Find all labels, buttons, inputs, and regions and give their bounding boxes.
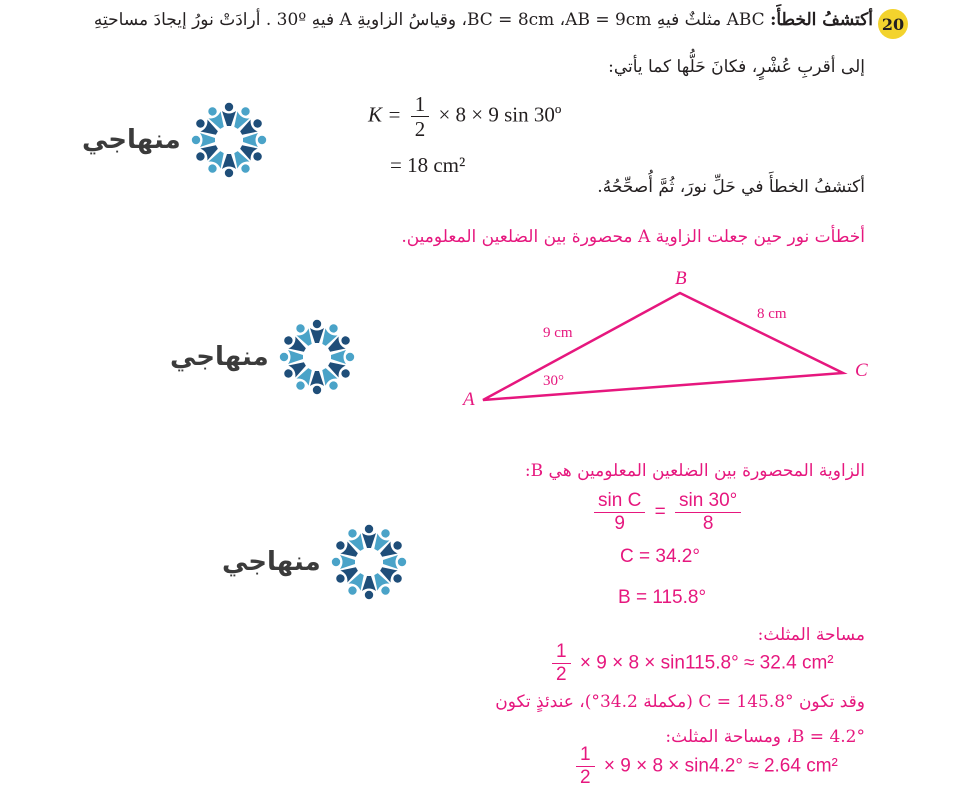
equation-1 (368, 92, 561, 141)
sine-rule-equals: = (654, 501, 666, 523)
question-statement: ABC مثلثٌ فيهِ BC = 8cm ،AB = 9cm، وقياسُ الزاويةِ A فيهِ 30º . أرادَتْ نورُ إيجادَ مساحتِهِ (93, 10, 765, 30)
alt-case-text: وقد تكون C = 145.8° (مكملة 34.2°)، عندئذٍ تكون (495, 692, 865, 712)
area-1-den: 2 (556, 663, 567, 685)
people-circle-icon (329, 522, 409, 602)
area-2-fraction (576, 744, 595, 789)
sine-rule-left (594, 490, 645, 535)
sine-rule-right-num: sin 30° (675, 490, 741, 513)
logo-person-figure (383, 555, 406, 569)
side-ab-label: 9 cm (543, 325, 573, 341)
sine-rule-left-num: sin C (594, 490, 645, 513)
area-1 (548, 641, 834, 686)
watermark-text: منهاجي (222, 547, 321, 577)
question-number-badge: 20 (878, 9, 908, 39)
question-title: أكتشفُ الخطأَ: (770, 10, 873, 30)
included-angle-text: الزاوية المحصورة بين الضلعين المعلومين هي B: (524, 461, 865, 481)
sine-rule-right-den: 8 (702, 512, 714, 534)
logo-person-figure (243, 133, 266, 147)
logo-person-figure (191, 133, 214, 147)
vertex-c-label: C (855, 360, 868, 381)
area-label: مساحة المثلث: (757, 625, 865, 645)
logo-person-figure (279, 350, 302, 364)
area-1-num: 1 (552, 641, 571, 664)
c-value: C = 34.2° (620, 546, 700, 567)
vertex-a-label: A (463, 389, 475, 410)
watermark-logo-1 (82, 100, 269, 180)
people-circle-icon (189, 100, 269, 180)
logo-person-figure (222, 103, 236, 126)
logo-person-figure (222, 154, 236, 177)
b-value: B = 115.8° (618, 587, 707, 608)
logo-person-figure (310, 320, 324, 343)
sine-rule (590, 490, 745, 535)
logo-person-figure (310, 371, 324, 394)
area-2 (572, 744, 838, 789)
area-2-den: 2 (580, 766, 591, 788)
equation-1-fraction (411, 92, 430, 141)
answer-explanation: أخطأت نور حين جعلت الزاوية A محصورة بين الضلعين المعلومين. (401, 227, 865, 247)
logo-person-figure (331, 350, 354, 364)
sine-rule-left-den: 9 (614, 512, 625, 534)
alt-b-text: B = 4.2°، ومساحة المثلث: (665, 727, 865, 747)
logo-person-figure (362, 576, 376, 599)
question-line-1 (94, 10, 873, 30)
side-bc-label: 8 cm (757, 306, 787, 322)
sine-rule-right (675, 490, 741, 535)
vertex-b-label: B (675, 268, 687, 289)
area-1-expr: × 9 × 8 × sin115.8° ≈ 32.4 cm² (579, 652, 834, 674)
question-line-2: إلى أقربِ عُشْرٍ، فكانَ حَلُّها كما يأتي: (608, 57, 865, 77)
triangle-abc (483, 293, 843, 400)
watermark-text: منهاجي (82, 125, 181, 155)
equation-1-lhs: K = (368, 102, 402, 127)
area-1-fraction (552, 641, 571, 686)
people-circle-icon (277, 317, 357, 397)
area-2-num: 1 (576, 744, 595, 767)
logo-person-figure (362, 525, 376, 548)
question-instruction: أكتشفُ الخطأَ في حَلِّ نورَ، ثُمَّ أُصحِّحُهُ. (597, 177, 865, 197)
fraction-numerator: 1 (411, 92, 430, 117)
watermark-text: منهاجي (170, 342, 269, 372)
equation-2: = 18 cm² (390, 153, 466, 177)
equation-1-rhs: × 8 × 9 sin 30º (438, 102, 562, 127)
triangle-diagram (455, 262, 885, 412)
angle-a-label: 30° (543, 373, 564, 389)
watermark-logo-3 (222, 522, 409, 602)
watermark-logo-2 (170, 317, 357, 397)
area-2-expr: × 9 × 8 × sin4.2° ≈ 2.64 cm² (603, 755, 838, 777)
logo-person-figure (331, 555, 354, 569)
fraction-denominator: 2 (414, 117, 426, 142)
